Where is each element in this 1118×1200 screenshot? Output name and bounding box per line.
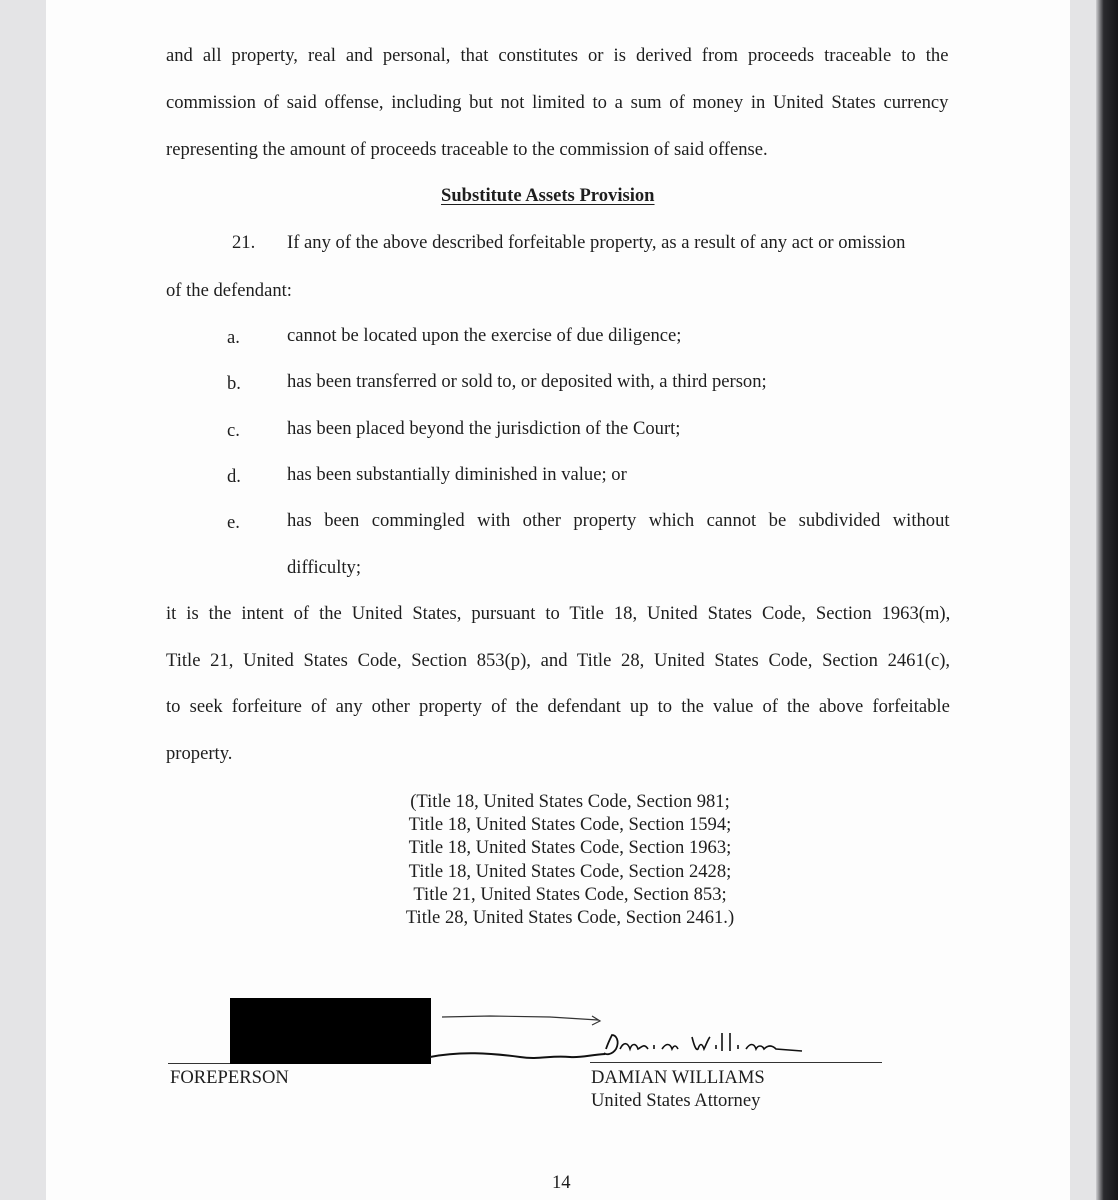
condition-continuation: difficulty;: [287, 557, 362, 578]
section-heading: Substitute Assets Provision: [441, 185, 655, 206]
condition-letter: d.: [227, 466, 241, 487]
condition-text: has been substantially diminished in value; or: [287, 464, 627, 485]
citation-line: (Title 18, United States Code, Section 981;: [410, 791, 730, 812]
opening-line-2: commission of said offense, including but not limited to a sum of money in United States currency: [166, 92, 949, 113]
condition-letter: a.: [227, 327, 240, 348]
citation-line: Title 21, United States Code, Section 853;: [413, 883, 727, 905]
citation-line: Title 18, United States Code, Section 1594;: [408, 814, 732, 836]
intent-line-2: Title 21, United States Code, Section 853(p), and Title 28, United States Code, Section 2461(c),: [166, 650, 951, 671]
paragraph-21-line-2: of the defendant:: [166, 280, 292, 301]
foreperson-signature-line: [168, 1063, 230, 1064]
foreperson-label: FOREPERSON: [170, 1067, 289, 1088]
condition-letter: e.: [227, 512, 240, 533]
attorney-title: United States Attorney: [591, 1090, 761, 1111]
paragraph-number: 21.: [232, 232, 256, 253]
opening-line-3: representing the amount of proceeds traceable to the commission of said offense.: [166, 139, 768, 160]
redaction-block: [230, 998, 431, 1064]
statute-citations: [380, 790, 760, 929]
condition-text: cannot be located upon the exercise of due diligence;: [287, 325, 682, 346]
paragraph-21-line-1: If any of the above described forfeitable property, as a result of any act or omission: [287, 232, 906, 253]
intent-line-1: it is the intent of the United States, pursuant to Title 18, United States Code, Section 1963(m),: [166, 603, 951, 624]
condition-text: has been transferred or sold to, or deposited with, a third person;: [287, 371, 767, 392]
handwritten-signature: [430, 1005, 850, 1075]
citation-line: Title 28, United States Code, Section 2461.): [405, 907, 735, 929]
condition-letter: b.: [227, 373, 241, 394]
opening-line-1: and all property, real and personal, that constitutes or is derived from proceeds traceable to the: [166, 45, 949, 66]
condition-text: has been placed beyond the jurisdiction of the Court;: [287, 418, 681, 439]
page-number: 14: [552, 1172, 571, 1193]
citation-line: Title 18, United States Code, Section 1963;: [408, 837, 732, 859]
attorney-name: DAMIAN WILLIAMS: [591, 1067, 765, 1088]
citation-line: Title 18, United States Code, Section 2428;: [408, 860, 732, 882]
intent-line-4: property.: [166, 743, 233, 764]
page-edge-shadow: [1096, 0, 1118, 1200]
condition-letter: c.: [227, 420, 240, 441]
condition-text: has been commingled with other property which cannot be subdivided without: [287, 510, 950, 531]
intent-line-3: to seek forfeiture of any other property of the defendant up to the value of the above forfeitable: [166, 696, 950, 717]
